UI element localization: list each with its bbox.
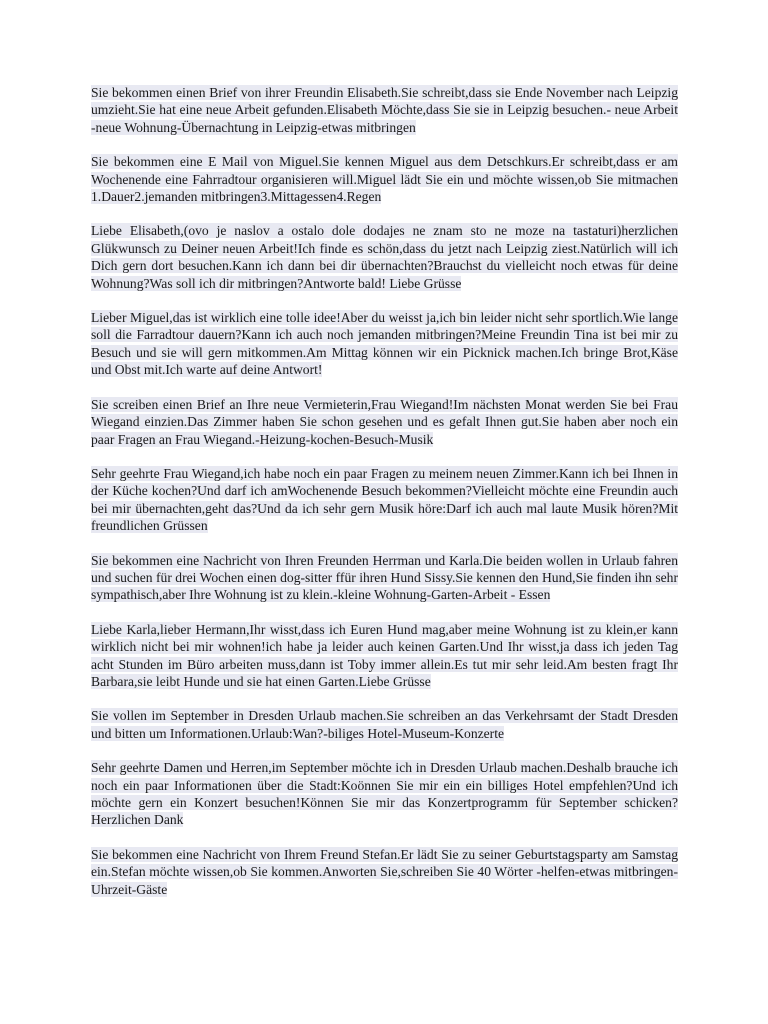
paragraph-8-text: Liebe Karla,lieber Hermann,Ihr wisst,dass ich Euren Hund mag,aber meine Wohnung ist zu klein,er kann wirklich nicht bei mir wohnen!ich habe ja leider auch keinen Garten.Und Ihr wisst,ja dass ich jeden Tag acht Stunden im Büro arbeiten muss,dann ist Toby immer allein.Es tut mir sehr leid.Am besten fragt Ihr Barbara,sie leibt Hunde und sie hat einen Garten.Liebe Grüsse <box>91 621 678 689</box>
paragraph-4-text: Lieber Miguel,das ist wirklich eine tolle idee!Aber du weisst ja,ich bin leider nicht sehr sportlich.Wie lange soll die Farradtour dauern?Kann ich auch noch jemanden mitbringen?Meine Freundin Tina ist bei mir zu Besuch und sie will gern mitkommen.Am Mittag können wir ein Picknick machen.Ich bringe Brot,Käse und Obst mit.Ich warte auf deine Antwort! <box>91 310 678 378</box>
paragraph-11-text: Sie bekommen eine Nachricht von Ihrem Freund Stefan.Er lädt Sie zu seiner Geburtstagsparty am Samstag ein.Stefan möchte wissen,ob Sie kommen.Anworten Sie,schreiben Sie 40 Wörter -helfen-etwas mitbringen-Uhrzeit-Gäste <box>91 846 678 897</box>
paragraph-2-text: Sie bekommen eine E Mail von Miguel.Sie kennen Miguel aus dem Detschkurs.Er schreibt,dass er am Wochenende eine Fahrradtour organisieren will.Miguel lädt Sie ein und möchte wissen,ob Sie mitmachen 1.Dauer2.jemanden mitbringen3.Mittagessen4.Regen <box>91 154 678 205</box>
paragraph-1 <box>91 84 678 136</box>
paragraph-5 <box>91 396 678 448</box>
paragraph-6-text: Sehr geehrte Frau Wiegand,ich habe noch ein paar Fragen zu meinem neuen Zimmer.Kann ich bei Ihnen in der Küche kochen?Und darf ich amWochenende Besuch bekommen?Vielleicht möchte eine Freundin auch bei mir übernachten,geht das?Und da ich sehr gern Musik höre:Darf ich auch mal laute Musik hören?Mit freundlichen Grüssen <box>91 465 678 534</box>
paragraph-3-text: Liebe Elisabeth,(ovo je naslov a ostalo dole dodajes ne znam sto ne moze na tastaturi)herzlichen Glükwunsch zu Deiner neuen Arbeit!Ich finde es schön,dass du jetzt nach Leipzig ziest.Natürlich will ich Dich gern dort besuchen.Kann ich dann bei dir übernachten?Brauchst du vielleicht noch etwas für deine Wohnung?Was soll ich dir mitbringen?Antworte bald! Liebe Grüsse <box>91 223 678 291</box>
paragraph-4 <box>91 309 678 379</box>
paragraph-3 <box>91 222 678 292</box>
paragraph-9-text: Sie vollen im September in Dresden Urlaub machen.Sie schreiben an das Verkehrsamt der Stadt Dresden und bitten um Informationen.Urlaub:Wan?-biliges Hotel-Museum-Konzerte <box>91 708 678 741</box>
paragraph-10-text: Sehr geehrte Damen und Herren,im September möchte ich in Dresden Urlaub machen.Deshalb brauche ich noch ein paar Informationen über die Stadt:Koönnen Sie mir ein ein billiges Hotel empfehlen?Und ich möchte gern ein Konzert besuchen!Können Sie mir das Konzertprogramm für September schicken?Herzlichen Dank <box>91 760 678 828</box>
paragraph-8 <box>91 621 678 691</box>
paragraph-6 <box>91 465 678 535</box>
paragraph-2 <box>91 153 678 205</box>
paragraph-11 <box>91 846 678 898</box>
paragraph-5-text: Sie screiben einen Brief an Ihre neue Vermieterin,Frau Wiegand!Im nächsten Monat werden Sie bei Frau Wiegand einzien.Das Zimmer haben Sie schon gesehen und es gefalt Ihnen gut.Sie haben aber noch ein paar Fragen an Frau Wiegand.-Heizung-kochen-Besuch-Musik <box>91 396 678 447</box>
paragraph-9 <box>91 707 678 742</box>
paragraph-7-text: Sie bekommen eine Nachricht von Ihren Freunden Herrman und Karla.Die beiden wollen in Urlaub fahren und suchen für drei Wochen einen dog-sitter ffür ihren Hund Sissy.Sie kennen den Hund,Sie finden ihn sehr sympathisch,aber Ihre Wohnung ist zu klein.-kleine Wohnung-Garten-Arbeit - Essen <box>91 552 678 603</box>
paragraph-7 <box>91 552 678 604</box>
paragraph-10 <box>91 759 678 829</box>
paragraph-1-text: Sie bekommen einen Brief von ihrer Freundin Elisabeth.Sie schreibt,dass sie Ende November nach Leipzig umzieht.Sie hat eine neue Arbeit gefunden.Elisabeth Möchte,dass Sie sie in Leipzig besuchen.- neue Arbeit -neue Wohnung-Übernachtung in Leipzig-etwas mitbringen <box>91 85 678 135</box>
